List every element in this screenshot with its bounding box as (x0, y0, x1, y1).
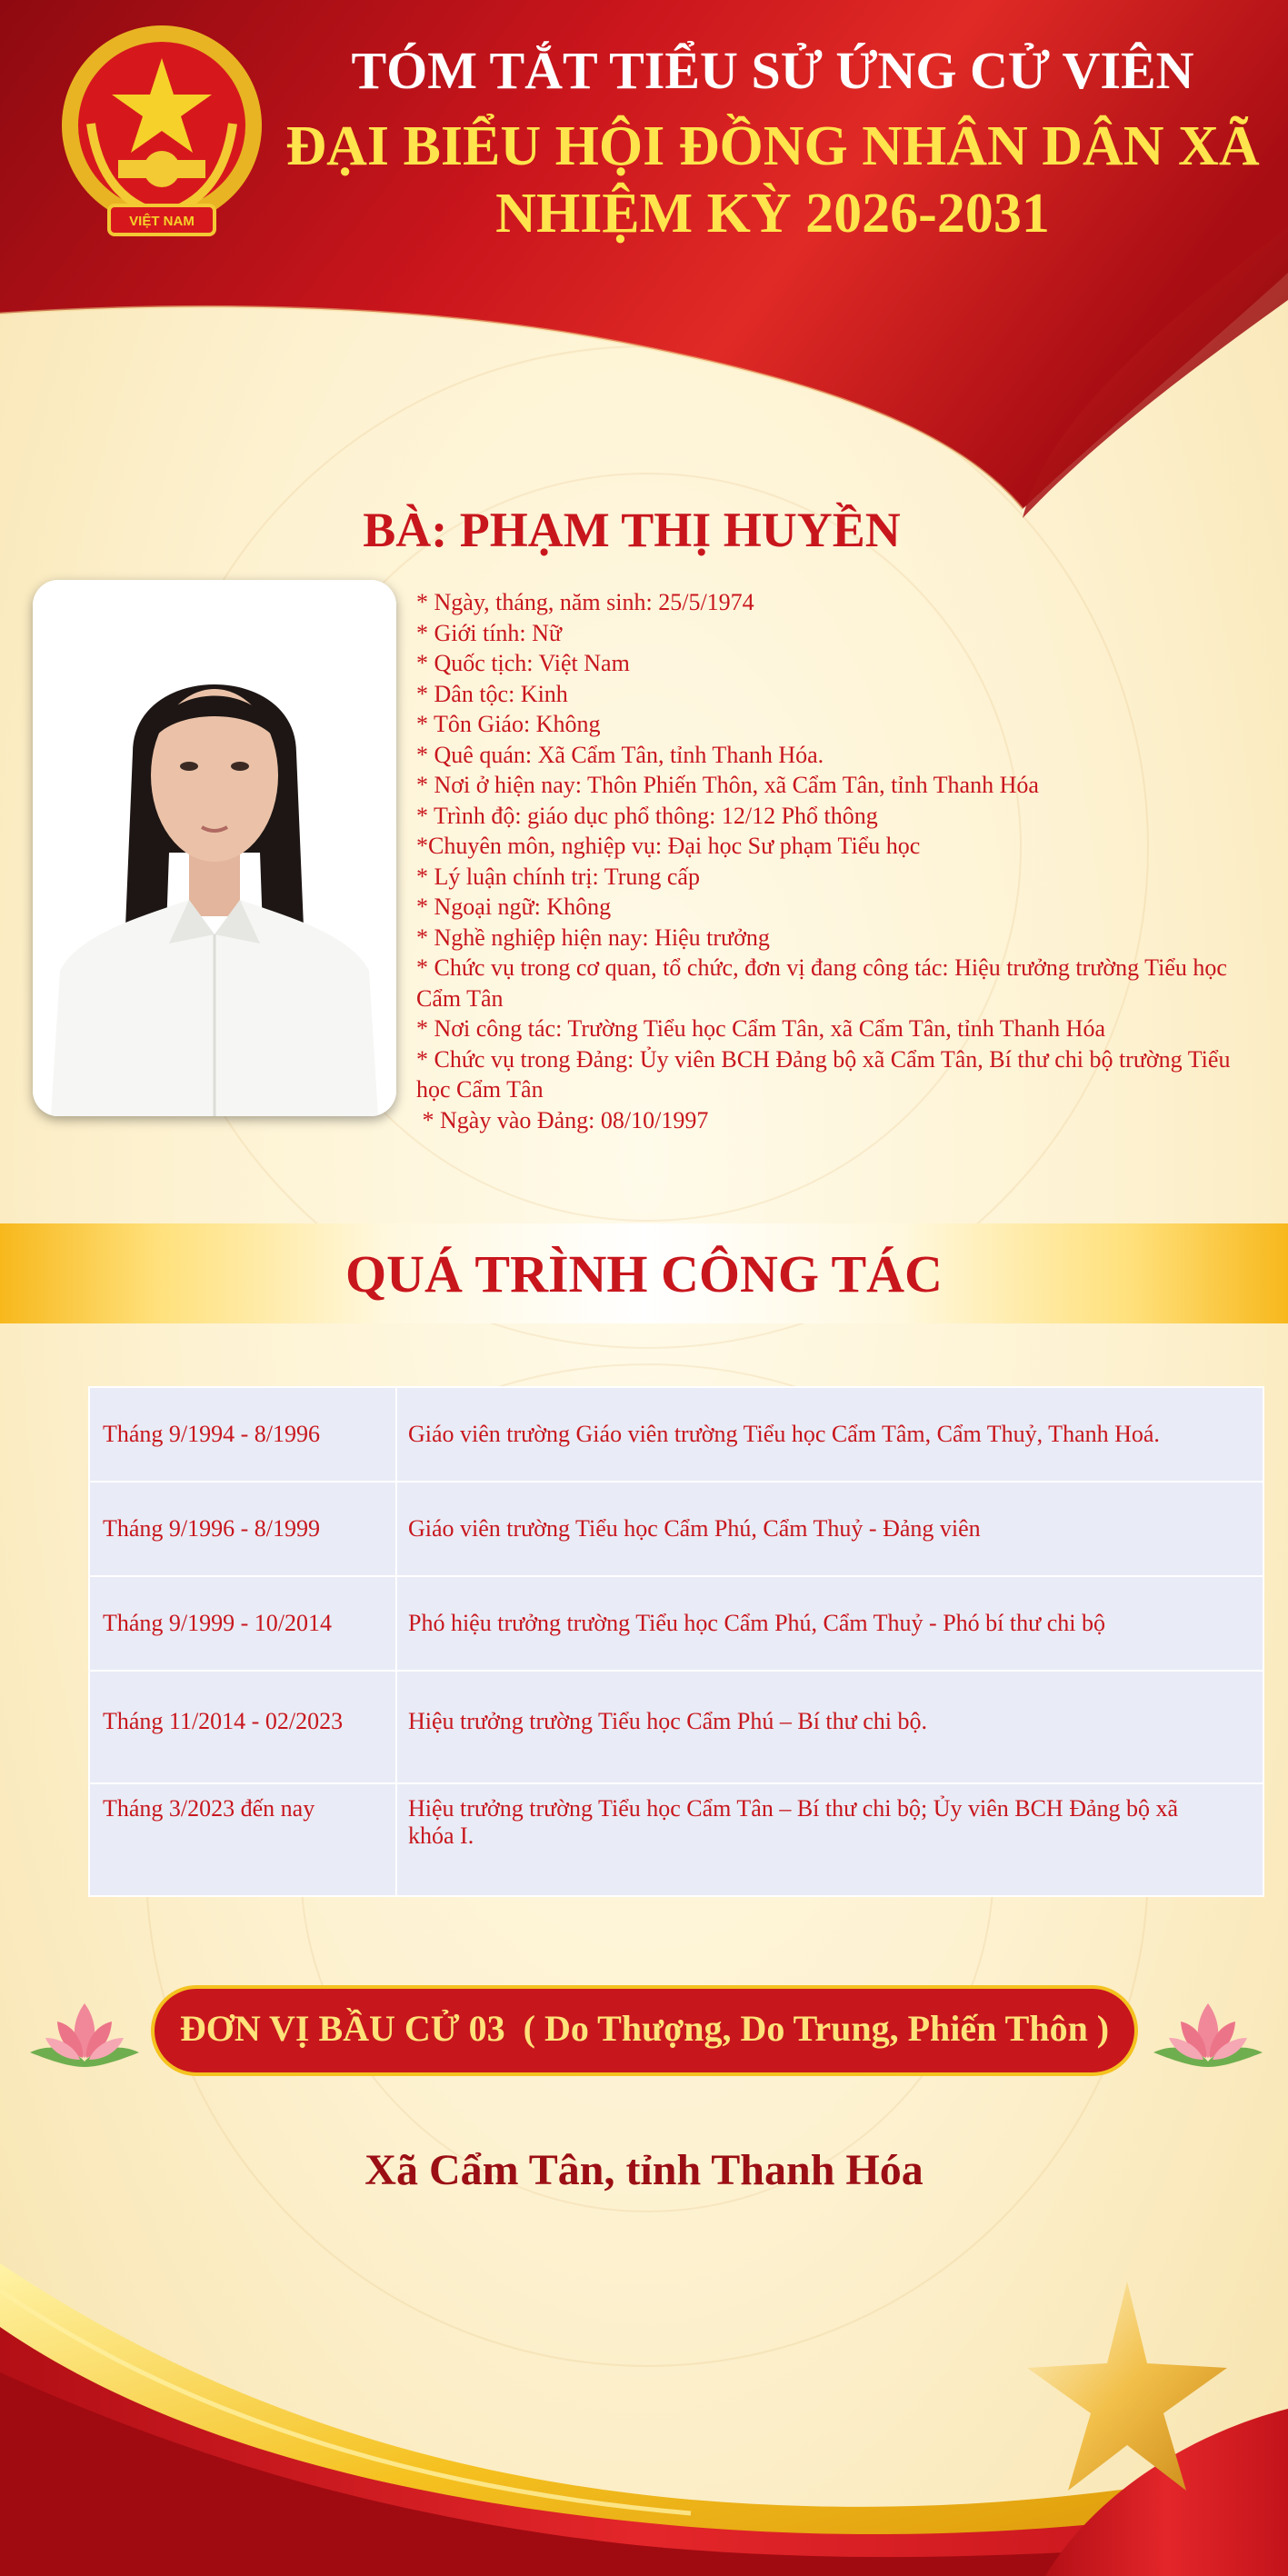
info-occupation: * Nghề nghiệp hiện nay: Hiệu trưởng (416, 924, 770, 951)
table-row (89, 1387, 1263, 1482)
table-row (89, 1576, 1263, 1671)
commune-name: Xã Cẩm Tân, tỉnh Thanh Hóa (364, 2146, 924, 2194)
period-cell: Tháng 9/1994 - 8/1996 (89, 1387, 396, 1482)
info-hometown: * Quê quán: Xã Cẩm Tân, tỉnh Thanh Hóa. (416, 741, 824, 768)
info-birth-date: * Ngày, tháng, năm sinh: 25/5/1974 (416, 589, 754, 615)
state-emblem-icon (53, 24, 271, 242)
period-cell: Tháng 9/1996 - 8/1999 (89, 1482, 396, 1576)
election-unit-label: ĐƠN VỊ BẦU CỬ 03 ( Do Thượng, Do Trung, Phiến Thôn ) (179, 2008, 1110, 2049)
lotus-icon (1149, 1996, 1267, 2069)
header-title-line2: ĐẠI BIỂU HỘI ĐỒNG NHÂN DÂN XÃ (285, 115, 1260, 177)
info-position: * Chức vụ trong cơ quan, tổ chức, đơn vị đang công tác: Hiệu trưởng trường Tiểu học Cẩm Tân (416, 954, 1227, 1012)
work-history-table (88, 1386, 1264, 1897)
header-title-line3: NHIỆM KỲ 2026-2031 (495, 183, 1050, 245)
info-political-theory: * Lý luận chính trị: Trung cấp (416, 863, 700, 890)
info-residence: * Nơi ở hiện nay: Thôn Phiến Thôn, xã Cẩm Tân, tỉnh Thanh Hóa (416, 772, 1039, 798)
info-nationality: * Quốc tịch: Việt Nam (416, 650, 630, 676)
info-foreign-language: * Ngoại ngữ: Không (416, 894, 612, 920)
description-cell: Phó hiệu trưởng trường Tiểu học Cẩm Phú, Cẩm Thuỷ - Phó bí thư chi bộ (396, 1576, 1263, 1671)
period-cell: Tháng 9/1999 - 10/2014 (89, 1576, 396, 1671)
table-row (89, 1783, 1263, 1896)
info-party-position: * Chức vụ trong Đảng: Ủy viên BCH Đảng bộ xã Cẩm Tân, Bí thư chi bộ trường Tiểu học Cẩm Tân (416, 1045, 1231, 1103)
candidate-info (416, 587, 1253, 1135)
footer-flag-waves (0, 2227, 1288, 2576)
table-row (89, 1482, 1263, 1576)
description-cell: Giáo viên trường Tiểu học Cẩm Phú, Cẩm Thuỷ - Đảng viên (396, 1482, 1263, 1576)
candidate-name: BÀ: PHẠM THỊ HUYỀN (363, 503, 901, 557)
info-ethnicity: * Dân tộc: Kinh (416, 680, 568, 707)
info-gender: * Giới tính: Nữ (416, 619, 563, 646)
info-education: * Trình độ: giáo dục phổ thông: 12/12 Phổ thông (416, 802, 878, 829)
description-cell: Hiệu trưởng trường Tiểu học Cẩm Phú – Bí thư chi bộ. (396, 1671, 1263, 1783)
candidate-photo (33, 580, 396, 1116)
info-religion: * Tôn Giáo: Không (416, 711, 601, 737)
description-cell: Giáo viên trường Giáo viên trường Tiểu học Cẩm Tâm, Cẩm Thuỷ, Thanh Hoá. (396, 1387, 1263, 1482)
work-history-title: QUÁ TRÌNH CÔNG TÁC (345, 1244, 943, 1303)
table-row (89, 1671, 1263, 1783)
info-party-join-date: * Ngày vào Đảng: 08/10/1997 (416, 1106, 709, 1133)
info-workplace: * Nơi công tác: Trường Tiểu học Cẩm Tân, xã Cẩm Tân, tỉnh Thanh Hóa (416, 1015, 1105, 1042)
lotus-icon (25, 1996, 144, 2069)
emblem-text: VIỆT NAM (129, 214, 195, 229)
period-cell: Tháng 11/2014 - 02/2023 (89, 1671, 396, 1783)
header-title-line1: TÓM TẮT TIỂU SỬ ỨNG CỬ VIÊN (351, 41, 1194, 100)
period-cell: Tháng 3/2023 đến nay (89, 1783, 396, 1896)
info-specialty: *Chuyên môn, nghiệp vụ: Đại học Sư phạm Tiểu học (416, 833, 921, 859)
description-cell: Hiệu trưởng trường Tiểu học Cẩm Tân – Bí thư chi bộ; Ủy viên BCH Đảng bộ xã khóa I. (396, 1783, 1263, 1896)
